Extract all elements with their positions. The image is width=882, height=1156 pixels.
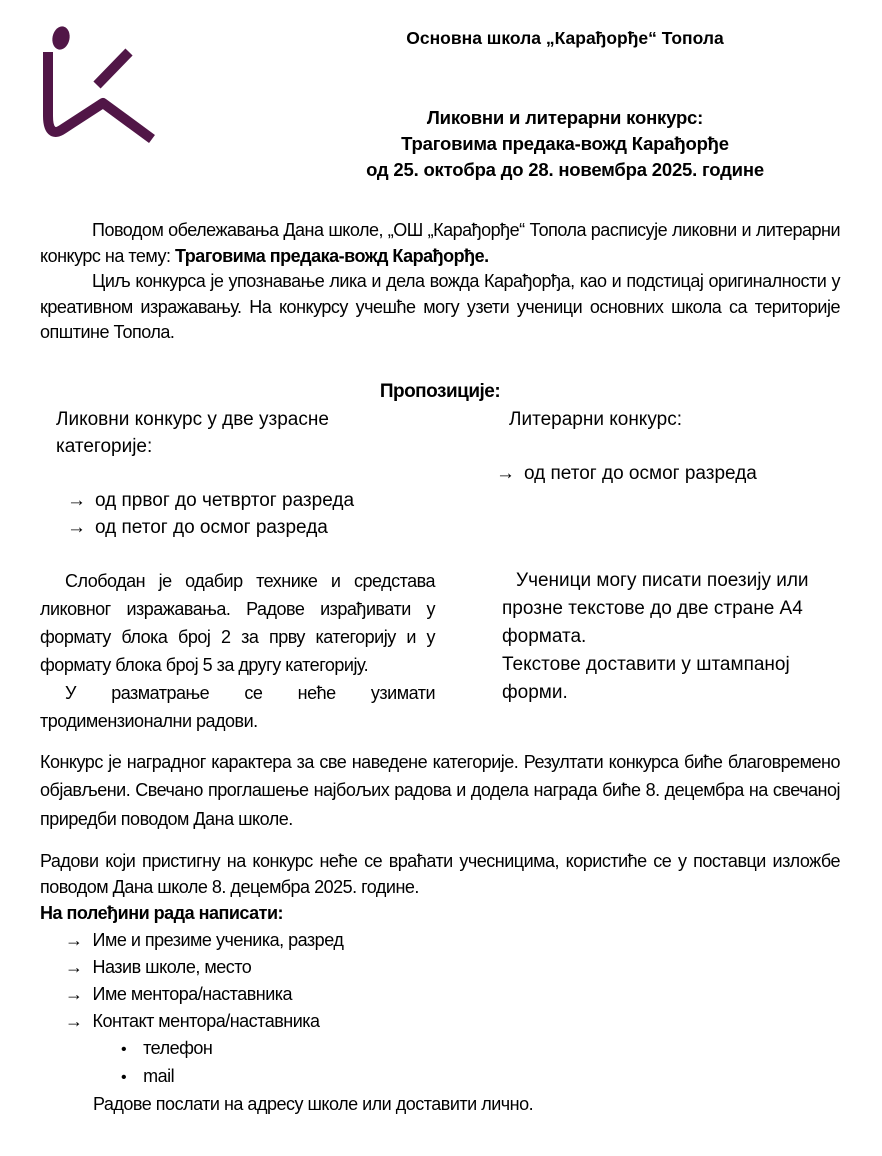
art-category-item-1 <box>56 487 470 514</box>
backside-item-3 <box>40 981 840 1008</box>
intro-section <box>40 218 840 346</box>
literary-category-item-1-text: од петог до осмог разреда <box>524 462 757 484</box>
arrow-icon: → <box>67 516 86 538</box>
literary-contest-title: Литерарни конкурс: <box>509 408 682 430</box>
competition-title-line-1: Ликовни и литерарни конкурс: <box>426 107 704 128</box>
intro-paragraph-2: Циљ конкурса је упознавање лика и дела вожда Карађорђа, као и подстицај оригиналности у креативном изражавању. На конкурсу учешће могу узети ученици основних школа са територије општине Топола. <box>40 271 840 342</box>
logo-i-dot <box>50 25 71 51</box>
backside-item-4 <box>40 1008 840 1035</box>
backside-item-1 <box>40 927 840 954</box>
arrow-icon: → <box>65 957 83 977</box>
closing-paragraph-2: Радови који пристигну на конкурс неће се враћати учесницима, користиће се у поставци изложбе поводом Дана школе 8. децембра 2025. године. <box>40 851 840 897</box>
arrow-icon: → <box>65 984 83 1004</box>
literary-details-line-1: Ученици могу писати поезију или <box>516 569 809 591</box>
art-contest-title: Ликовни конкурс у две узрасне категорије: <box>56 408 329 457</box>
intro-paragraph-1-theme: Траговима предака-вожд Карађорђе. <box>175 245 489 266</box>
logo-stem-swoosh <box>48 52 152 139</box>
intro-paragraph-1-text: Поводом обележавања Дана школе, „ОШ „Карађорђе“ Топола расписује ликовни и литерарни конкурс на тему: <box>40 220 840 266</box>
art-details-column <box>40 567 435 735</box>
competition-title-line-3: од 25. октобра до 28. новембра 2025. године <box>366 159 764 180</box>
backside-item-4-text: Контакт ментора/наставника <box>92 1011 320 1031</box>
closing-paragraph-1: Конкурс је наградног карактера за све наведене категорије. Резултати конкурса биће благовремено објављени. Свечано проглашење најбољих радова и додела награда биће 8. децембра на свечаној приредби поводом Дана школе. <box>40 751 840 829</box>
document-body <box>0 218 882 1118</box>
backside-item-3-text: Име ментора/наставника <box>92 984 293 1004</box>
competition-title-line-2: Траговима предака-вожд Карађорђе <box>401 133 729 154</box>
art-category-item-2 <box>56 514 470 541</box>
contact-item-1-text: телефон <box>143 1038 213 1058</box>
arrow-icon: → <box>65 930 83 950</box>
art-details-paragraph-2: У разматрање се неће узимати тродимензионални радови. <box>40 682 435 731</box>
intro-paragraph-1 <box>40 218 840 269</box>
backside-item-2-text: Назив школе, место <box>92 957 252 977</box>
contact-item-2 <box>40 1063 840 1091</box>
details-columns <box>40 567 840 735</box>
arrow-icon: → <box>65 1011 83 1031</box>
school-logo <box>38 23 158 147</box>
arrow-icon: → <box>67 489 86 511</box>
competition-title <box>270 105 860 183</box>
literary-details-column <box>470 567 840 735</box>
propositions-columns <box>40 406 840 541</box>
spacer <box>509 433 840 460</box>
spacer <box>56 460 470 487</box>
backside-list <box>40 927 840 1118</box>
literary-details-line-2: прозне текстове до две стране А4 формата. <box>502 597 803 647</box>
arrow-icon: → <box>496 462 515 484</box>
art-contest-column <box>40 406 470 541</box>
literary-details-line-3: Текстове доставити у штампаној форми. <box>502 653 790 703</box>
final-note: Радове послати на адресу школе или доставити лично. <box>93 1094 534 1114</box>
art-category-item-1-text: од првог до четвртог разреда <box>95 489 355 511</box>
literary-category-item-1 <box>483 460 840 487</box>
bullet-icon: • <box>121 1069 127 1086</box>
contact-item-2-text: mail <box>143 1066 175 1086</box>
backside-item-2 <box>40 954 840 981</box>
contact-item-1 <box>40 1035 840 1063</box>
logo-k-slash <box>97 52 129 85</box>
bullet-icon: • <box>121 1041 127 1058</box>
propositions-heading: Пропозиције: <box>379 380 501 402</box>
backside-heading: На полеђини рада написати: <box>40 903 284 923</box>
literary-contest-column <box>470 406 840 541</box>
backside-item-1-text: Име и презиме ученика, разред <box>92 930 344 950</box>
art-details-paragraph-1: Слободан је одабир технике и средстава ликовног изражавања. Радове израђивати у формату блока број 2 за прву категорију и у формату блока број 5 за другу категорију. <box>40 570 435 675</box>
school-name: Основна школа „Карађорђе“ Топола <box>406 28 724 48</box>
art-category-item-2-text: од петог до осмог разреда <box>95 516 328 538</box>
